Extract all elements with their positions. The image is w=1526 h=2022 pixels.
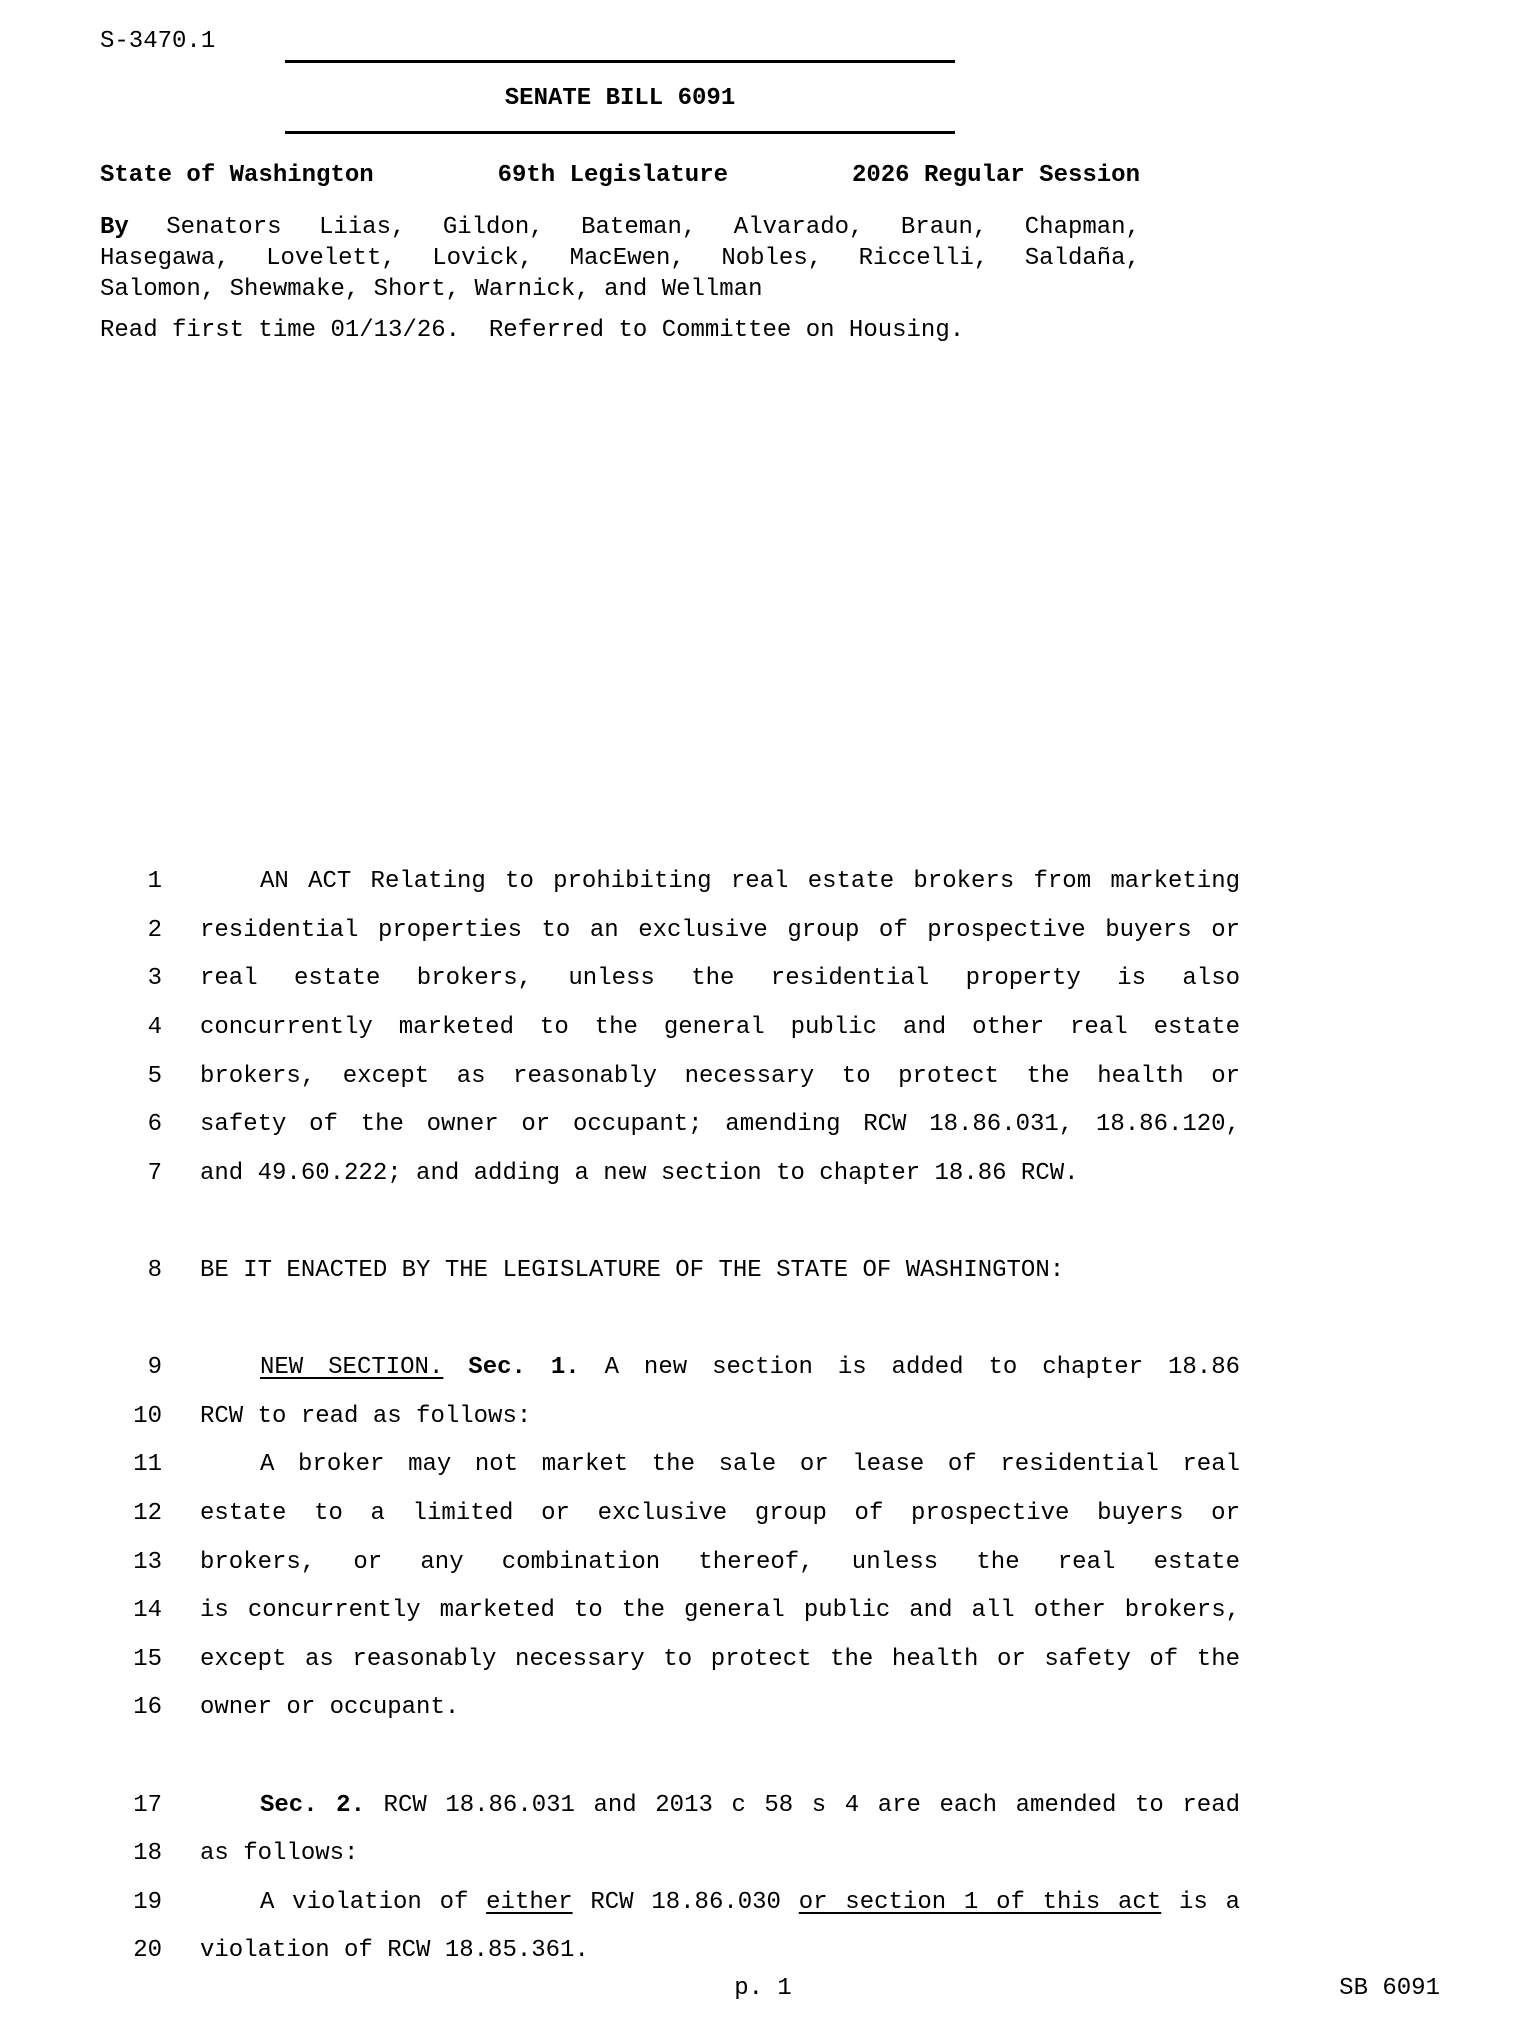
blank-line xyxy=(100,1295,1240,1344)
line-number: 2 xyxy=(147,916,162,944)
line-text xyxy=(200,1498,1240,1530)
bill-line xyxy=(100,1247,1240,1296)
bill-title: SENATE BILL 6091 xyxy=(504,85,736,112)
line-text xyxy=(200,1012,1240,1044)
line-text xyxy=(200,963,1240,995)
text-run: safety of the owner or occupant; amending RCW 18.86.031, 18.86.120, xyxy=(200,1111,1240,1139)
line-number: 17 xyxy=(133,1791,162,1819)
text-run: is a xyxy=(1161,1888,1241,1916)
bill-line xyxy=(100,955,1240,1004)
title-rule-top xyxy=(285,60,955,63)
line-text xyxy=(200,1158,1240,1190)
meta-state: State of Washington xyxy=(100,162,374,189)
line-text xyxy=(200,1838,1240,1870)
bill-line xyxy=(100,1441,1240,1490)
bill-line xyxy=(100,1927,1240,1976)
draft-number: S-3470.1 xyxy=(100,28,216,55)
text-run: RCW 18.86.030 xyxy=(572,1888,799,1916)
bill-line xyxy=(100,1344,1240,1393)
line-text xyxy=(200,866,1240,898)
underlined-text: or section 1 of this act xyxy=(798,1888,1162,1916)
text-run: residential properties to an exclusive group of prospective buyers or xyxy=(200,916,1240,944)
bill-line xyxy=(100,1538,1240,1587)
text-run: brokers, except as reasonably necessary to protect the health or xyxy=(200,1062,1240,1090)
text-run: Senators Liias, Gildon, Bateman, Alvarado, Braun, Chapman, xyxy=(128,214,1140,241)
sponsors-line xyxy=(100,243,1140,274)
underlined-text: NEW SECTION. xyxy=(260,1354,444,1382)
bill-line xyxy=(100,907,1240,956)
line-number: 5 xyxy=(147,1062,162,1090)
bill-line xyxy=(100,1101,1240,1150)
line-text xyxy=(200,1352,1240,1384)
bill-line xyxy=(100,1393,1240,1442)
line-number: 16 xyxy=(133,1694,162,1722)
text-run: real estate brokers, unless the residential property is also xyxy=(200,965,1240,993)
text-run: is concurrently marketed to the general public and all other brokers, xyxy=(200,1597,1240,1625)
text-run: violation of RCW 18.85.361. xyxy=(200,1937,589,1965)
bill-line xyxy=(100,1878,1240,1927)
bill-line xyxy=(100,1587,1240,1636)
sponsors-line xyxy=(100,212,1140,243)
text-run: A broker may not market the sale or lease of residential real xyxy=(260,1451,1240,1479)
text-run: RCW 18.86.031 and 2013 c 58 s 4 are each amended to read xyxy=(364,1791,1240,1819)
line-number: 14 xyxy=(133,1597,162,1625)
bold-text: Sec. 1. xyxy=(468,1354,580,1382)
meta-legislature: 69th Legislature xyxy=(497,162,729,189)
page-footer xyxy=(0,1973,1526,2005)
bill-lines xyxy=(100,858,1240,1976)
line-text xyxy=(200,1255,1240,1287)
sponsors-paragraph xyxy=(100,212,1140,305)
bill-line xyxy=(100,1490,1240,1539)
line-number: 15 xyxy=(133,1645,162,1673)
blank-line xyxy=(100,1198,1240,1247)
line-text xyxy=(200,1887,1240,1919)
line-text xyxy=(200,1692,1240,1724)
line-number: 6 xyxy=(147,1111,162,1139)
text-run: Salomon, Shewmake, Short, Warnick, and Wellman xyxy=(100,276,763,303)
line-number: 13 xyxy=(133,1548,162,1576)
line-number: 1 xyxy=(147,868,162,896)
footer-bill-id: SB 6091 xyxy=(1339,1975,1440,2002)
line-number: 10 xyxy=(133,1402,162,1430)
bill-line xyxy=(100,1830,1240,1879)
sponsors-line xyxy=(100,274,1140,305)
text-run: A violation of xyxy=(260,1888,487,1916)
line-text xyxy=(200,1595,1240,1627)
text-run: owner or occupant. xyxy=(200,1694,460,1722)
text-run: A new section is added to chapter 18.86 xyxy=(579,1354,1240,1382)
read-first-line: Read first time 01/13/26. Referred to Committee on Housing. xyxy=(100,317,965,344)
line-number: 3 xyxy=(147,965,162,993)
text-run: Hasegawa, Lovelett, Lovick, MacEwen, Nobles, Riccelli, Saldaña, xyxy=(100,245,1140,272)
bold-text: By xyxy=(100,214,129,241)
bill-line xyxy=(100,1684,1240,1733)
line-text xyxy=(200,1401,1240,1433)
line-text xyxy=(200,1790,1240,1822)
page-number: p. 1 xyxy=(734,1975,792,2002)
line-number: 9 xyxy=(147,1354,162,1382)
line-text xyxy=(200,1061,1240,1093)
bill-line xyxy=(100,1636,1240,1685)
text-run: as follows: xyxy=(200,1840,359,1868)
text-run: AN ACT Relating to prohibiting real estate brokers from marketing xyxy=(260,868,1240,896)
legislature-meta-row xyxy=(100,160,1140,192)
bill-line xyxy=(100,1004,1240,1053)
line-text xyxy=(200,1935,1240,1967)
bill-line xyxy=(100,1150,1240,1199)
line-text xyxy=(200,1644,1240,1676)
text-run: concurrently marketed to the general public and other real estate xyxy=(200,1014,1240,1042)
title-rule-bottom xyxy=(285,131,955,134)
line-text xyxy=(200,915,1240,947)
meta-session: 2026 Regular Session xyxy=(851,162,1140,189)
line-number: 4 xyxy=(147,1014,162,1042)
line-number: 8 xyxy=(147,1257,162,1285)
line-number: 19 xyxy=(133,1888,162,1916)
line-text xyxy=(200,1449,1240,1481)
bill-line xyxy=(100,858,1240,907)
line-number: 12 xyxy=(133,1500,162,1528)
bill-line xyxy=(100,1781,1240,1830)
text-run: RCW to read as follows: xyxy=(200,1402,532,1430)
line-text xyxy=(200,1547,1240,1579)
line-text xyxy=(200,1109,1240,1141)
text-run xyxy=(443,1354,468,1381)
text-run: BE IT ENACTED BY THE LEGISLATURE OF THE STATE OF WASHINGTON: xyxy=(200,1257,1065,1285)
text-run: and 49.60.222; and adding a new section to chapter 18.86 RCW. xyxy=(200,1159,1079,1187)
bold-text: Sec. 2. xyxy=(260,1791,365,1819)
line-number: 18 xyxy=(133,1840,162,1868)
underlined-text: either xyxy=(486,1888,573,1916)
line-number: 20 xyxy=(133,1937,162,1965)
line-number: 7 xyxy=(147,1159,162,1187)
bill-line xyxy=(100,1052,1240,1101)
text-run: brokers, or any combination thereof, unless the real estate xyxy=(200,1548,1240,1576)
bill-content xyxy=(100,0,1140,347)
text-run: estate to a limited or exclusive group of prospective buyers or xyxy=(200,1500,1240,1528)
text-run: except as reasonably necessary to protect the health or safety of the xyxy=(200,1645,1240,1673)
line-number: 11 xyxy=(133,1451,162,1479)
blank-line xyxy=(100,1733,1240,1782)
